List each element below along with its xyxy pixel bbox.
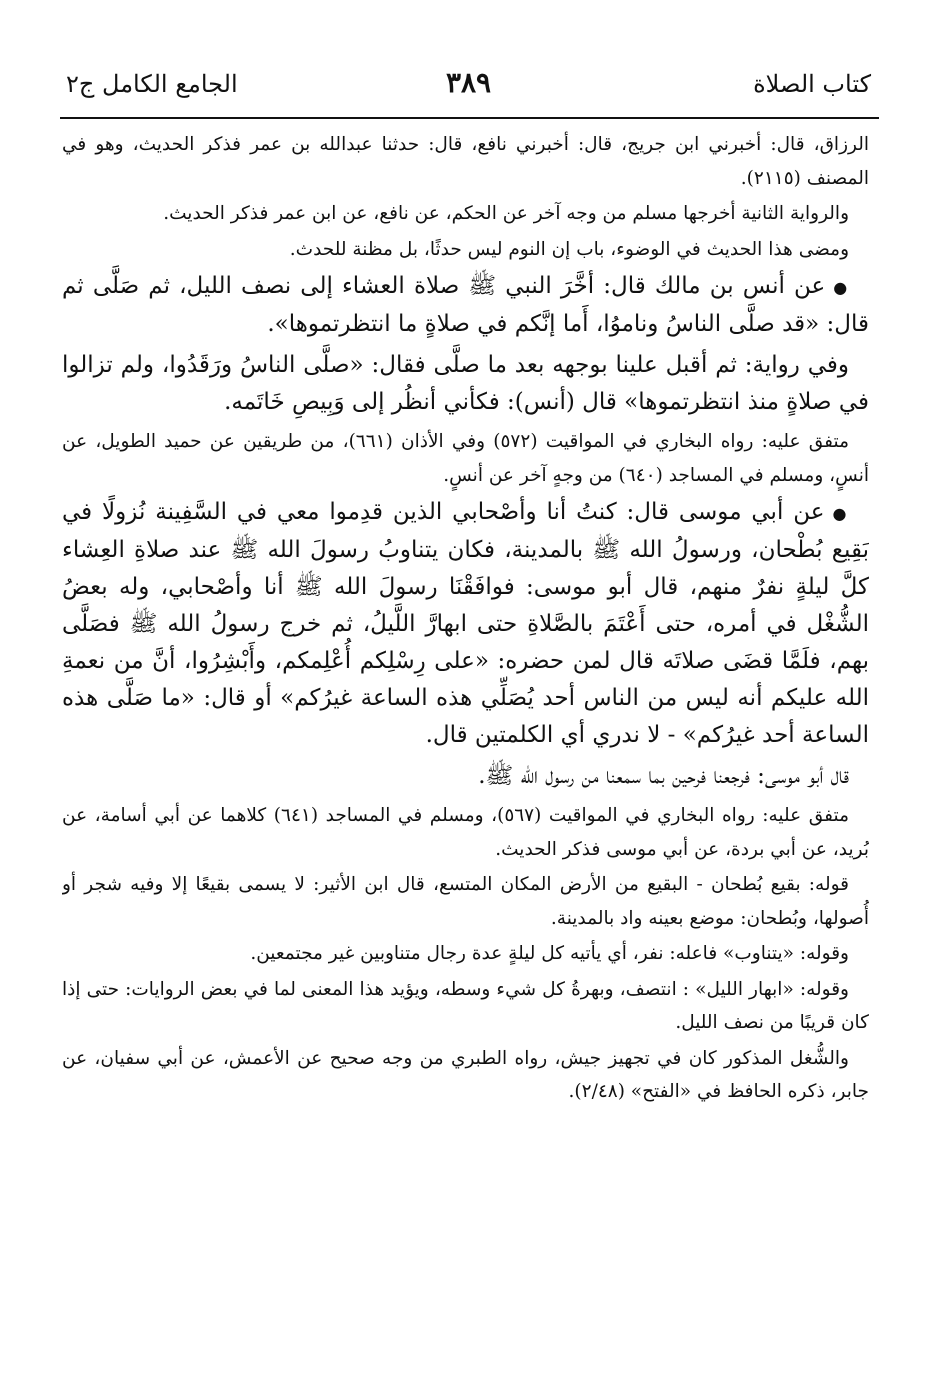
hadith-paragraph: وفي رواية: ثم أقبل علينا بوجهه بعد ما صلَّى فقال: «صلَّى الناسُ ورَقَدُوا، ولم تزالوا في صلاةٍ منذ انتظرتموها» قال (أنس): فكأني أنظُر إلى وَبِيصِ خَاتَمه. bbox=[62, 352, 869, 415]
note-paragraph: والشُّغل المذكور كان في تجهيز جيش، رواه الطبري من وجه صحيح عن الأعمش، عن أبي سفيان، عن جابر، ذكره الحافظ في «الفتح» (٢/٤٨). bbox=[62, 1047, 869, 1102]
page-number: ٣٨٩ bbox=[445, 66, 492, 99]
page-body bbox=[62, 128, 869, 1358]
note-paragraph: وقوله: «يتناوب» فاعله: نفر، أي يأتيه كل ليلةٍ عدة رجال متناوبين غير مجتمعين. bbox=[250, 943, 849, 964]
note-paragraph: والرواية الثانية أخرجها مسلم من وجه آخر عن الحكم، عن نافع، عن ابن عمر فذكر الحديث. bbox=[163, 203, 849, 224]
note-paragraph: قوله: بقيع بُطحان - البقيع من الأرض المكان المتسع، قال ابن الأثير: لا يسمى بقيعًا إلا وفيه شجر أو أُصولها، وبُطحان: موضع بعينه واد بالمدينة. bbox=[62, 874, 869, 929]
running-header bbox=[60, 52, 877, 102]
bullet-icon: ● bbox=[833, 278, 849, 297]
hadith-paragraph: قال أبو موسى: فرجعنا فرحين بما سمعنا من رسول الله ﷺ. bbox=[478, 763, 849, 789]
note-paragraph: ومضى هذا الحديث في الوضوء، باب إن النوم ليس حدثًا، بل مظنة للحدث. bbox=[289, 238, 849, 260]
note-paragraph: وقوله: «ابهار الليل» : انتصف، وبهرةُ كل شيء وسطه، ويؤيد هذا المعنى لما في بعض الروايات: حتى إذا كان قريبًا من نصف الليل. bbox=[62, 978, 869, 1033]
book-title: الجامع الكامل ج٢ bbox=[66, 70, 238, 98]
hadith-paragraph: ●عن أبي موسى قال: كنتُ أنا وأصْحابي الذين قدِموا معي في السَّفِينة نُزولًا في بَقِيع بُطْحان، ورسولُ الله ﷺ بالمدينة، فكان يتناوبُ رسولَ الله ﷺ عند صلاةِ العِشاء كلَّ ليلةٍ نفرٌ منهم، قال أبو موسى: فوافَقْنَا رسولَ الله ﷺ أنا وأصْحابي، وله بعضُ الشُّغْل في أمره، حتى أَعْتَمَ بالصَّلاةِ حتى ابهارَّ اللَّيلُ، ثم خرج رسولُ الله ﷺ فصَلَّى بهم، فلَمَّا قضَى صلاتَه قال لمن حضره: «على رِسْلِكم أُعْلِمكم، وأَبْشِرُوا، أنَّ من نعمةِ الله عليكم أنه ليس من الناس أحد يُصَلِّي هذه الساعة غيرُكم» أو قال: «ما صَلَّى هذه الساعة أحد غيرُكم» - لا ندري أي الكلمتين قال. bbox=[62, 499, 869, 748]
header-rule bbox=[60, 117, 879, 119]
citation-paragraph: الرزاق، قال: أخبرني ابن جريج، قال: أخبرني نافع، قال: حدثنا عبدالله بن عمر فذكر الحديث، وهو في المصنف (٢١١٥). bbox=[62, 134, 869, 189]
citation-paragraph: متفق عليه: رواه البخاري في المواقيت (٥٧٢) وفي الأذان (٦٦١)، من طريقين عن حميد الطويل، عن أنسٍ، ومسلم في المساجد (٦٤٠) من وجهٍ آخر عن أنسٍ. bbox=[62, 431, 869, 486]
citation-paragraph: متفق عليه: رواه البخاري في المواقيت (٥٦٧)، ومسلم في المساجد (٦٤١) كلاهما عن أبي أسامة، عن بُريد، عن أبي بردة، عن أبي موسى فذكر الحديث. bbox=[62, 805, 869, 860]
bullet-icon: ● bbox=[832, 504, 849, 523]
chapter-title: كتاب الصلاة bbox=[753, 70, 871, 98]
hadith-paragraph: ●عن أنس بن مالك قال: أخَّرَ النبي ﷺ صلاة العشاء إلى نصف الليل، ثم صَلَّى ثم قال: «قد صلَّى الناسُ وناموُا، أَما إنَّكم في صلاةٍ ما انتظرتموها». bbox=[62, 273, 869, 337]
